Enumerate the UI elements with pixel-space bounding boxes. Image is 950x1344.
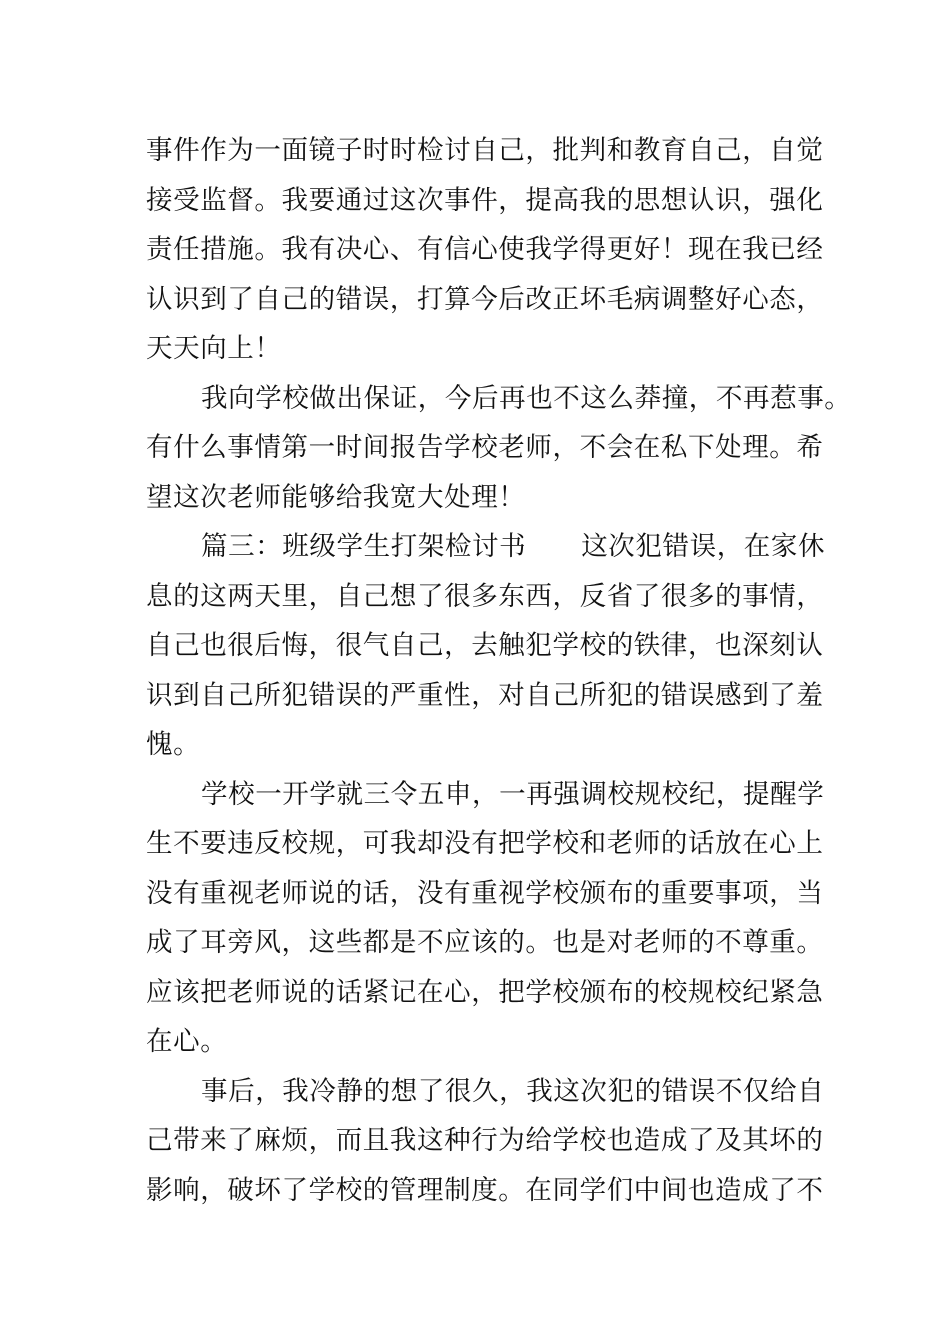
text-line: 自己也很后悔，很气自己，去触犯学校的铁律，也深刻认 <box>146 630 824 661</box>
text-line: 己带来了麻烦，而且我这种行为给学校也造成了及其坏的 <box>146 1125 824 1156</box>
text-line: 在心。 <box>146 1026 228 1057</box>
text-line: 责任措施。我有决心、有信心使我学得更好！现在我已经 <box>146 234 824 265</box>
text-line: 识到自己所犯错误的严重性，对自己所犯的错误感到了羞 <box>146 679 824 711</box>
text-line: 没有重视老师说的话，没有重视学校颁布的重要事项，当 <box>146 877 824 909</box>
text-line: 成了耳旁风，这些都是不应该的。也是对老师的不尊重。 <box>146 927 824 958</box>
text-line: 我向学校做出保证，今后再也不这么莽撞，不再惹事。 <box>201 382 852 414</box>
text-fragment: 这次犯错误，在家休 <box>581 531 826 562</box>
text-line: 认识到了自己的错误，打算今后改正坏毛病调整好心态， <box>146 283 824 315</box>
text-line: 接受监督。我要通过这次事件，提高我的思想认识，强化 <box>146 184 824 216</box>
text-line: 生不要违反校规，可我却没有把学校和老师的话放在心上 <box>146 828 824 859</box>
text-line: 学校一开学就三令五申，一再强调校规校纪，提醒学 <box>201 778 825 810</box>
section-heading: 篇三：班级学生打架检讨书 <box>201 531 527 562</box>
text-line: 有什么事情第一时间报告学校老师，不会在私下处理。希 <box>146 432 824 463</box>
text-line: 望这次老师能够给我宽大处理！ <box>146 481 526 513</box>
section-heading-line <box>146 522 836 572</box>
text-line: 事件作为一面镜子时时检讨自己，批判和教育自己，自觉 <box>146 135 824 166</box>
document-body <box>146 126 852 1215</box>
text-line: 应该把老师说的话紧记在心，把学校颁布的校规校纪紧急 <box>146 976 824 1008</box>
text-line: 天天向上！ <box>146 333 282 364</box>
text-line: 影响，破坏了学校的管理制度。在同学们中间也造成了不 <box>146 1174 824 1206</box>
text-line: 事后，我冷静的想了很久，我这次犯的错误不仅给自 <box>201 1075 825 1107</box>
text-line: 息的这两天里，自己想了很多东西，反省了很多的事情， <box>146 580 824 612</box>
text-line: 愧。 <box>146 729 201 760</box>
